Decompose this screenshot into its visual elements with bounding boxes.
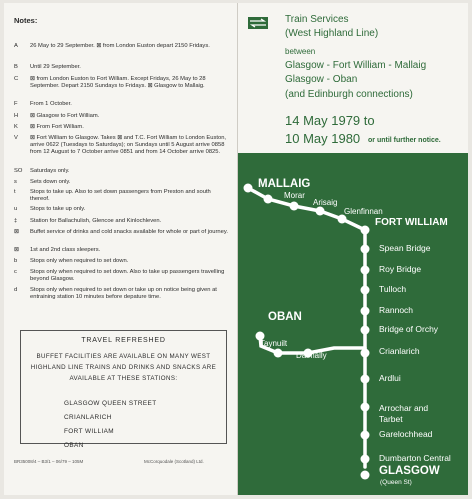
title-line: (and Edinburgh connections) bbox=[285, 89, 413, 100]
station-label-arisaig: Arisaig bbox=[313, 198, 338, 207]
note-item: b Stops only when required to set down. bbox=[14, 258, 129, 264]
station-label-crianlarich: Crianlarich bbox=[379, 346, 420, 356]
buffet-station-list bbox=[64, 397, 157, 453]
note-item: ⊠ Buffet service of drinks and cold snacks available for whole or part of journey. bbox=[14, 229, 228, 235]
note-item: c Stops only when required to set down. Also to take up passengers travelling beyond Glasgow. bbox=[14, 269, 225, 282]
note-item: V ⊠ Fort William to Glasgow. Takes ⊠ and T.C. Fort William to London Euston, arrive 0622 (Tuesdays to Saturdays); on Sundays until 5 August arrive 0858 from 12 August to 7 October arrive 0851 and from 14 October arrive 0825. bbox=[14, 135, 227, 155]
cover-panel bbox=[238, 3, 468, 495]
station-dot bbox=[361, 245, 370, 254]
station-label-tarbet: Tarbet bbox=[379, 414, 403, 424]
title-line: Glasgow - Oban bbox=[285, 74, 358, 85]
date-line: 10 May 1980 bbox=[285, 131, 361, 146]
station-dot bbox=[274, 349, 283, 358]
travel-box-text: BUFFET FACILITIES ARE AVAILABLE ON MANY WEST HIGHLAND LINE TRAINS AND DRINKS AND SNACKS ARE AVAILABLE AT THESE STATIONS: bbox=[30, 353, 217, 382]
station-dot bbox=[361, 471, 370, 480]
station-dot bbox=[361, 455, 370, 464]
note-item: A 26 May to 29 September. ⊠ from London Euston depart 2150 Fridays. bbox=[14, 43, 210, 49]
station-label-rannoch: Rannoch bbox=[379, 305, 414, 315]
note-item: F From 1 October. bbox=[14, 101, 72, 107]
list-item: GLASGOW QUEEN STREET bbox=[64, 400, 157, 407]
station-label-morar: Morar bbox=[284, 191, 305, 200]
note-item: B Until 29 September. bbox=[14, 64, 81, 70]
printer-credit: McCorquodale (Scotland) Ltd. bbox=[144, 459, 204, 464]
title-line: Glasgow - Fort William - Mallaig bbox=[285, 60, 427, 71]
station-label-bridge-of-orchy: Bridge of Orchy bbox=[379, 324, 439, 334]
note-item: K ⊠ From Fort William. bbox=[14, 124, 84, 130]
station-dot bbox=[361, 226, 370, 235]
list-item: OBAN bbox=[64, 442, 84, 449]
station-label-glasgow: GLASGOW bbox=[379, 465, 440, 477]
station-label-taynuilt: Taynuilt bbox=[260, 339, 288, 348]
british-rail-logo-icon bbox=[248, 17, 268, 29]
note-item: C ⊠ from London Euston to Fort William. Except Fridays, 26 May to 28 September. Depart 2150 Sundays to Fridays. ⊠ Glasgow to Mallaig. bbox=[14, 76, 206, 89]
station-dot bbox=[316, 207, 325, 216]
title-line: Train Services bbox=[285, 14, 349, 25]
station-label-glenfinnan: Glenfinnan bbox=[344, 207, 383, 216]
title-line: (West Highland Line) bbox=[285, 28, 379, 39]
notes-title: Notes: bbox=[14, 16, 38, 25]
notes-panel bbox=[4, 3, 236, 495]
list-item: FORT WILLIAM bbox=[64, 428, 115, 435]
leaflet bbox=[4, 3, 468, 495]
list-item: CRIANLARICH bbox=[64, 414, 112, 421]
station-label-arrochar: Arrochar and bbox=[379, 403, 429, 413]
station-dot bbox=[361, 403, 370, 412]
station-label-ardlui: Ardlui bbox=[379, 373, 401, 383]
station-dot bbox=[361, 431, 370, 440]
further-notice: or until further notice. bbox=[368, 137, 441, 144]
station-dot bbox=[361, 326, 370, 335]
travel-refreshed-box bbox=[20, 330, 227, 449]
station-label-mallaig: MALLAIG bbox=[258, 178, 311, 190]
route-map bbox=[238, 153, 468, 495]
station-label-glasgow-queen-st: (Queen St) bbox=[380, 479, 412, 486]
note-item: s Sets down only. bbox=[14, 179, 71, 185]
note-item: d Stops only when required to set down or take up on notice being given at entraining station 10 minutes before depature time. bbox=[14, 287, 217, 300]
station-label-roy-bridge: Roy Bridge bbox=[379, 264, 422, 274]
station-dot bbox=[361, 349, 370, 358]
station-dot bbox=[361, 266, 370, 275]
station-dot bbox=[244, 184, 253, 193]
note-item: H ⊠ Glasgow to Fort William. bbox=[14, 113, 100, 119]
title-line: between bbox=[285, 47, 316, 56]
print-code: BR35008/4 – B3/1 – 06/79 – 105M bbox=[14, 459, 84, 464]
station-label-tulloch: Tulloch bbox=[379, 284, 407, 294]
station-label-dalmally: Dalmally bbox=[296, 351, 327, 360]
date-line: 14 May 1979 to bbox=[285, 113, 375, 128]
station-label-oban: OBAN bbox=[268, 311, 302, 323]
note-item: SO Saturdays only. bbox=[14, 168, 70, 174]
note-item: ‡ Station for Ballachulish, Glencoe and Kinlochleven. bbox=[14, 218, 162, 224]
note-item: u Stops to take up only. bbox=[14, 206, 86, 212]
station-dot bbox=[264, 195, 273, 204]
station-label-spean-bridge: Spean Bridge bbox=[379, 243, 431, 253]
station-label-dumbarton-central: Dumbarton Central bbox=[379, 453, 451, 463]
note-item: t Stops to take up. Also to set down passengers from Preston and south thereof. bbox=[14, 189, 211, 202]
station-dot bbox=[290, 202, 299, 211]
station-label-garelochhead: Garelochhead bbox=[379, 429, 433, 439]
station-dot bbox=[361, 286, 370, 295]
station-label-fort-william: FORT WILLIAM bbox=[375, 217, 448, 228]
station-dot bbox=[361, 307, 370, 316]
travel-box-title: TRAVEL REFRESHED bbox=[81, 337, 166, 344]
station-dot bbox=[361, 375, 370, 384]
note-item: ⊠ 1st and 2nd class sleepers. bbox=[14, 247, 101, 253]
